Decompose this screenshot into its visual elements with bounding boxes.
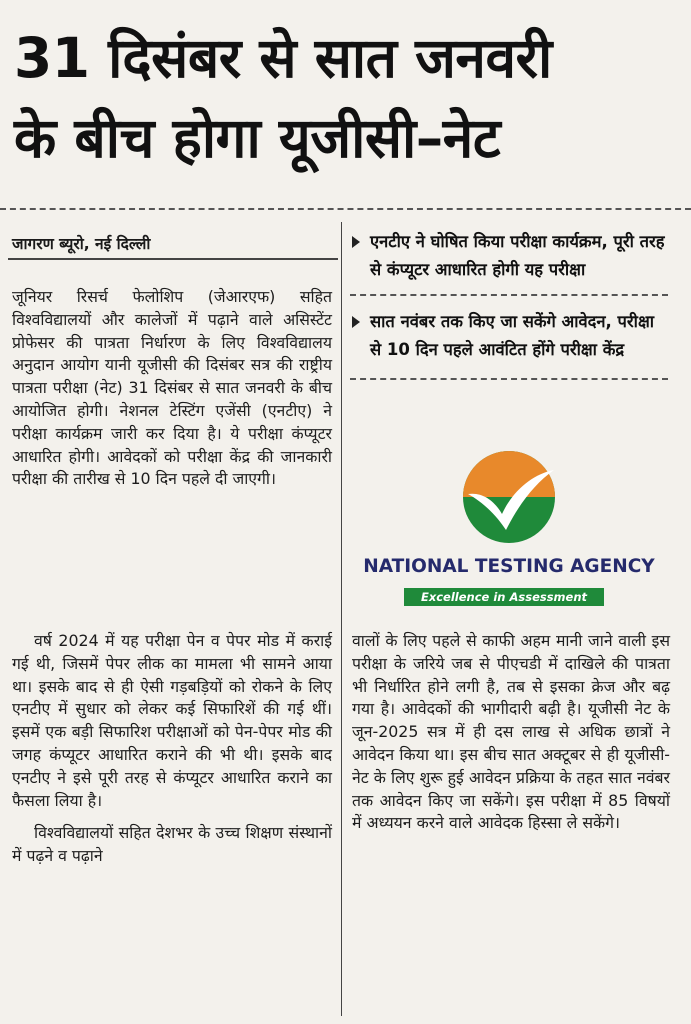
arrow-icon — [352, 236, 360, 248]
highlights-box — [350, 228, 668, 380]
nta-logo — [350, 440, 668, 620]
headline-line-2: के बीच होगा यूजीसी–नेट — [14, 106, 501, 170]
highlight-divider — [350, 294, 668, 296]
nta-checkmark-logo-icon — [460, 448, 558, 546]
paragraph-intro: जूनियर रिसर्च फेलोशिप (जेआरएफ) सहित विश्वविद्यालयों और कालेजों में पढ़ाने वाले असिस्टेंट प्रोफेसर की पात्रता निर्धारण के लिए विश्वविद्यालय अनुदान आयोग यानी यूजीसी की दिसंबर सत्र की राष्ट्रीय पात्रता परीक्षा (नेट) 31 दिसंबर से सात जनवरी के बीच आयोजित होगी। नेशनल टेस्टिंग एजेंसी (एनटीए) ने परीक्षा कार्यक्रम जारी कर दिया है। ये परीक्षा कंप्यूटर आधारित होगी। आवेदकों को परीक्षा केंद्र की जानकारी परीक्षा की तारीख से 10 दिन पहले दी जाएगी। — [12, 287, 332, 489]
paragraph-conclusion: वालों के लिए पहले से काफी अहम मानी जाने वाली इस परीक्षा के जरिये जब से पीएचडी में दाखिले की पात्रता भी निर्धारित होने लगी है, तब से इसका क्रेज और बढ़ गया है। आवेदकों की भागीदारी बढ़ी है। यूजीसी नेट के जून-2025 सत्र में ही दस लाख से अधिक छात्रों ने आवेदन किया था। इस बीच सात अक्टूबर से ही यूजीसी-नेट के लिए शुरू हुई आवेदन प्रक्रिया के तहत सात नवंबर तक आवेदन किए जा सकेंगे। इस परीक्षा में 85 विषयों में अध्ययन करने वाले आवेदक हिस्सा ले सकेंगे। — [352, 631, 670, 833]
headline-divider — [0, 208, 691, 210]
column-separator — [341, 222, 342, 1016]
byline: जागरण ब्यूरो, नई दिल्ली — [12, 235, 151, 253]
paragraph-background: वर्ष 2024 में यह परीक्षा पेन व पेपर मोड में कराई गई थी, जिसमें पेपर लीक का मामला भी सामने आया था। इसके बाद से ही ऐसी गड़बड़ियों को रोकने के लिए एनटीए में सुधार को लेकर कई सिफारिशें की गई थीं। इसमें एक बड़ी सिफारिश परीक्षाओं को पेन-पेपर मोड की जगह कंप्यूटर आधारित कराने की भी थी। इसके बाद एनटीए ने इसे पूरी तरह से कंप्यूटर आधारित कराने का फैसला लिया है। — [12, 631, 332, 810]
arrow-icon — [352, 316, 360, 328]
paragraph-continuation: विश्वविद्यालयों सहित देशभर के उच्च शिक्षण संस्थानों में पढ़ने व पढ़ाने — [12, 823, 332, 866]
column-1-bottom — [12, 630, 332, 868]
agency-name: NATIONAL TESTING AGENCY — [363, 556, 655, 577]
highlight-divider — [350, 378, 668, 380]
headline — [14, 18, 678, 178]
column-2-bottom — [352, 630, 670, 835]
column-1-top — [12, 286, 332, 491]
headline-line-1: 31 दिसंबर से सात जनवरी — [14, 26, 552, 90]
agency-tagline: Excellence in Assessment — [404, 588, 604, 606]
highlight-2: सात नवंबर तक किए जा सकेंगे आवेदन, परीक्षा से 10 दिन पहले आवंटित होंगे परीक्षा केंद्र — [350, 308, 668, 364]
byline-rule — [8, 258, 338, 260]
highlight-1: एनटीए ने घोषित किया परीक्षा कार्यक्रम, पूरी तरह से कंप्यूटर आधारित होगी यह परीक्षा — [350, 228, 668, 284]
